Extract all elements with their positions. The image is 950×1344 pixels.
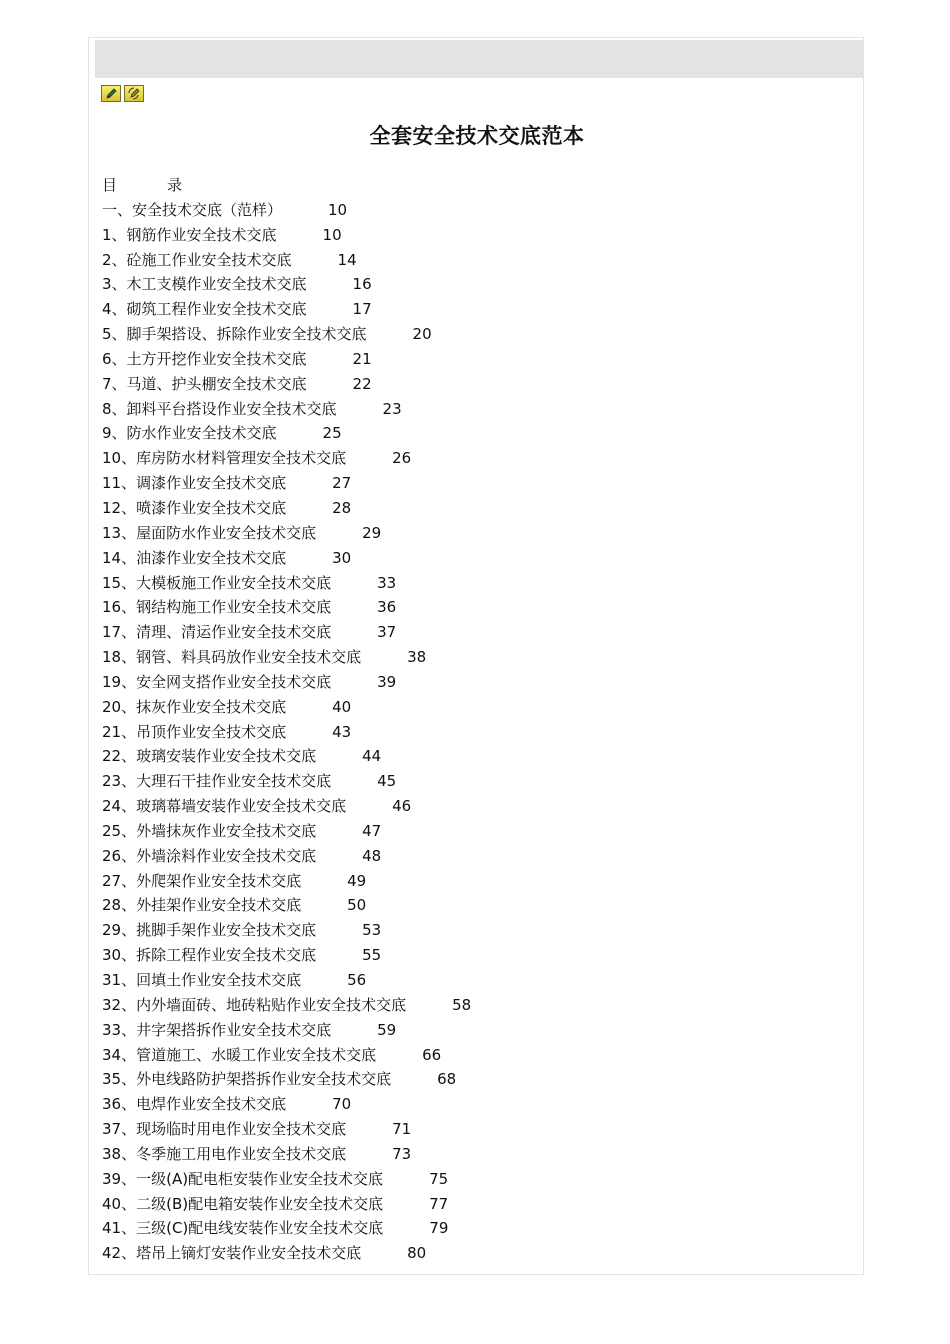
toc-entry-page: 56 (347, 971, 367, 989)
edit-button[interactable] (101, 85, 121, 102)
toc-entry[interactable] (102, 1241, 471, 1266)
toc-entry-label: 29、挑脚手架作业安全技术交底 (102, 921, 317, 940)
toc-entry-label: 9、防水作业安全技术交底 (102, 424, 277, 443)
toc-entry-label: 6、土方开挖作业安全技术交底 (102, 349, 307, 368)
toc-entry[interactable] (102, 1167, 471, 1192)
toc-entry-page: 47 (362, 821, 382, 840)
toc-heading-char-1: 目 (102, 176, 118, 194)
toc-entry-label: 38、冬季施工用电作业安全技术交底 (102, 1144, 347, 1163)
toc-entry-page: 79 (429, 1219, 449, 1238)
toc-entry-label: 26、外墙涂料作业安全技术交底 (102, 846, 317, 865)
toc-entry-page: 70 (332, 1095, 352, 1114)
toc-entry-label: 20、抹灰作业安全技术交底 (102, 697, 287, 716)
toc-entry[interactable] (102, 645, 471, 670)
pencil-icon (104, 87, 118, 100)
toc-entry-page: 77 (429, 1194, 449, 1213)
toc-entry-label: 33、井字架搭拆作业安全技术交底 (102, 1020, 332, 1039)
toc-entry-label: 17、清理、清运作业安全技术交底 (102, 623, 332, 642)
toc-entry[interactable] (102, 769, 471, 794)
toc-entry[interactable] (102, 471, 471, 496)
toc-entry-page: 46 (392, 797, 412, 816)
toc-entry-page: 29 (362, 523, 382, 542)
toc-entry-label: 35、外电线路防护架搭拆作业安全技术交底 (102, 1070, 392, 1089)
toc-entry-label: 21、吊顶作业安全技术交底 (102, 722, 287, 741)
toc-entry-label: 36、电焊作业安全技术交底 (102, 1095, 287, 1114)
toc-entry-page: 37 (377, 623, 397, 642)
toc-entry-page: 14 (337, 250, 357, 269)
toc-entry[interactable] (102, 620, 471, 645)
toc-entry-label: 34、管道施工、水暖工作业安全技术交底 (102, 1045, 377, 1064)
toc-entry-label: 18、钢管、料具码放作业安全技术交底 (102, 648, 362, 667)
toc-entry-page: 66 (422, 1045, 442, 1064)
toc-entry-page: 27 (332, 474, 352, 493)
toc-entry-page: 40 (332, 697, 352, 716)
toc-entry-label: 40、二级(B)配电箱安装作业安全技术交底 (102, 1194, 384, 1213)
toc-entry[interactable] (102, 695, 471, 720)
pencil-rotate-icon (127, 87, 141, 100)
toc-entry-label: 27、外爬架作业安全技术交底 (102, 871, 302, 890)
toc-entry-page: 44 (362, 747, 382, 766)
toc-entry[interactable] (102, 968, 471, 993)
toc-entry-label: 22、玻璃安装作业安全技术交底 (102, 747, 317, 766)
toc-entry-page: 38 (407, 648, 427, 667)
toc-entry-label: 8、卸料平台搭设作业安全技术交底 (102, 399, 337, 418)
toc-entry[interactable] (102, 918, 471, 943)
toc-entry[interactable] (102, 1192, 471, 1217)
toc-entry-page: 49 (347, 871, 367, 890)
toc-entry-page: 26 (392, 449, 412, 468)
toc-entry[interactable] (102, 595, 471, 620)
toc-entry-page: 59 (377, 1020, 397, 1039)
toc-entry-label: 7、马道、护头棚安全技术交底 (102, 374, 307, 393)
toc-entry[interactable] (102, 322, 471, 347)
toc-heading-char-2: 录 (167, 176, 183, 194)
toc-entry[interactable] (102, 571, 471, 596)
toc-entry-label: 5、脚手架搭设、拆除作业安全技术交底 (102, 325, 367, 344)
toc-entry-page: 10 (328, 200, 348, 219)
toc-entry[interactable] (102, 1117, 471, 1142)
rotate-edit-button[interactable] (124, 85, 144, 102)
toc-entry[interactable] (102, 198, 471, 223)
toc-entry-label: 25、外墙抹灰作业安全技术交底 (102, 821, 317, 840)
toc-entry-label: 3、木工支模作业安全技术交底 (102, 275, 307, 294)
toc-entry[interactable] (102, 943, 471, 968)
toc-entry[interactable] (102, 893, 471, 918)
toc-entry-page: 25 (322, 424, 342, 443)
toc-entry-page: 16 (352, 275, 372, 294)
toc-entry-page: 10 (322, 225, 342, 244)
toc-entry-page: 73 (392, 1144, 412, 1163)
toc-entry-page: 23 (382, 399, 402, 418)
toc-entry-label: 15、大模板施工作业安全技术交底 (102, 573, 332, 592)
toc-entry-page: 17 (352, 300, 372, 319)
toc-entry-page: 71 (392, 1120, 412, 1139)
toc-entry[interactable] (102, 1043, 471, 1068)
toc-entry[interactable] (102, 744, 471, 769)
toc-entry-label: 1、钢筋作业安全技术交底 (102, 225, 277, 244)
toc-entry[interactable] (102, 521, 471, 546)
toc-entry-page: 45 (377, 772, 397, 791)
toc-entry[interactable] (102, 1142, 471, 1167)
toc-entry[interactable] (102, 223, 471, 248)
toc-entry[interactable] (102, 272, 471, 297)
document-page (88, 37, 864, 1275)
toc-entry-label: 42、塔吊上镝灯安装作业安全技术交底 (102, 1244, 362, 1263)
toc-entry-label: 2、砼施工作业安全技术交底 (102, 250, 292, 269)
toc-entry-page: 33 (377, 573, 397, 592)
toc-entry[interactable] (102, 397, 471, 422)
toc-entry[interactable] (102, 496, 471, 521)
toc-entry-page: 68 (437, 1070, 457, 1089)
toc-entry-page: 80 (407, 1244, 427, 1263)
toc-entry[interactable] (102, 347, 471, 372)
toc-entry-page: 43 (332, 722, 352, 741)
toc-entry-label: 12、喷漆作业安全技术交底 (102, 498, 287, 517)
toc-entry-label: 30、拆除工程作业安全技术交底 (102, 946, 317, 965)
toc-entry-label: 28、外挂架作业安全技术交底 (102, 896, 302, 915)
toc-entry-label: 41、三级(C)配电线安装作业安全技术交底 (102, 1219, 384, 1238)
toc-entry[interactable] (102, 248, 471, 273)
toc-entry[interactable] (102, 421, 471, 446)
toc-entry[interactable] (102, 297, 471, 322)
toc-entry[interactable] (102, 794, 471, 819)
toc-entry-label: 32、内外墙面砖、地砖粘贴作业安全技术交底 (102, 995, 407, 1014)
toc-entry-label: 10、库房防水材料管理安全技术交底 (102, 449, 347, 468)
toc-entry[interactable] (102, 720, 471, 745)
toc-entry[interactable] (102, 546, 471, 571)
toc-entry[interactable] (102, 446, 471, 471)
toc-entry-page: 55 (362, 946, 382, 965)
toc-entry[interactable] (102, 670, 471, 695)
toc-entry[interactable] (102, 993, 471, 1018)
toc-entry-label: 31、回填土作业安全技术交底 (102, 971, 302, 989)
toc-entry-page: 30 (332, 548, 352, 567)
table-of-contents (102, 173, 471, 1266)
toc-entry-page: 39 (377, 672, 397, 691)
toc-entry[interactable] (102, 1067, 471, 1092)
toc-entry-page: 22 (352, 374, 372, 393)
toc-entry-page: 53 (362, 921, 382, 940)
toc-entry-label: 4、砌筑工程作业安全技术交底 (102, 300, 307, 319)
toc-entry[interactable] (102, 844, 471, 869)
toc-entry[interactable] (102, 869, 471, 894)
toc-entry-page: 48 (362, 846, 382, 865)
toc-entry-page: 58 (452, 995, 472, 1014)
toc-entry-page: 36 (377, 598, 397, 617)
toc-entry-page: 28 (332, 498, 352, 517)
toc-entry-label: 13、屋面防水作业安全技术交底 (102, 523, 317, 542)
toc-entry[interactable] (102, 1018, 471, 1043)
toc-entry-label: 23、大理石干挂作业安全技术交底 (102, 772, 332, 791)
toolbar (101, 85, 144, 102)
toc-heading (102, 173, 471, 198)
toc-entry[interactable] (102, 1216, 471, 1241)
toc-entry-page: 75 (429, 1169, 449, 1188)
toc-entry-label: 16、钢结构施工作业安全技术交底 (102, 598, 332, 617)
toc-entry[interactable] (102, 819, 471, 844)
toc-entry-label: 24、玻璃幕墙安装作业安全技术交底 (102, 797, 347, 816)
toc-entry-page: 50 (347, 896, 367, 915)
toc-entry-label: 一、安全技术交底（范样） (102, 200, 283, 219)
toc-entry-page: 21 (352, 349, 372, 368)
toc-entry-label: 37、现场临时用电作业安全技术交底 (102, 1120, 347, 1139)
document-title: 全套安全技术交底范本 (369, 124, 585, 148)
header-bar (95, 40, 863, 78)
toc-entry[interactable] (102, 372, 471, 397)
toc-entry-page: 20 (412, 325, 432, 344)
toc-entry-label: 11、调漆作业安全技术交底 (102, 474, 287, 493)
toc-entry-label: 14、油漆作业安全技术交底 (102, 548, 287, 567)
toc-entry-label: 19、安全网支搭作业安全技术交底 (102, 672, 332, 691)
toc-entry[interactable] (102, 1092, 471, 1117)
toc-entry-label: 39、一级(A)配电柜安装作业安全技术交底 (102, 1169, 384, 1188)
